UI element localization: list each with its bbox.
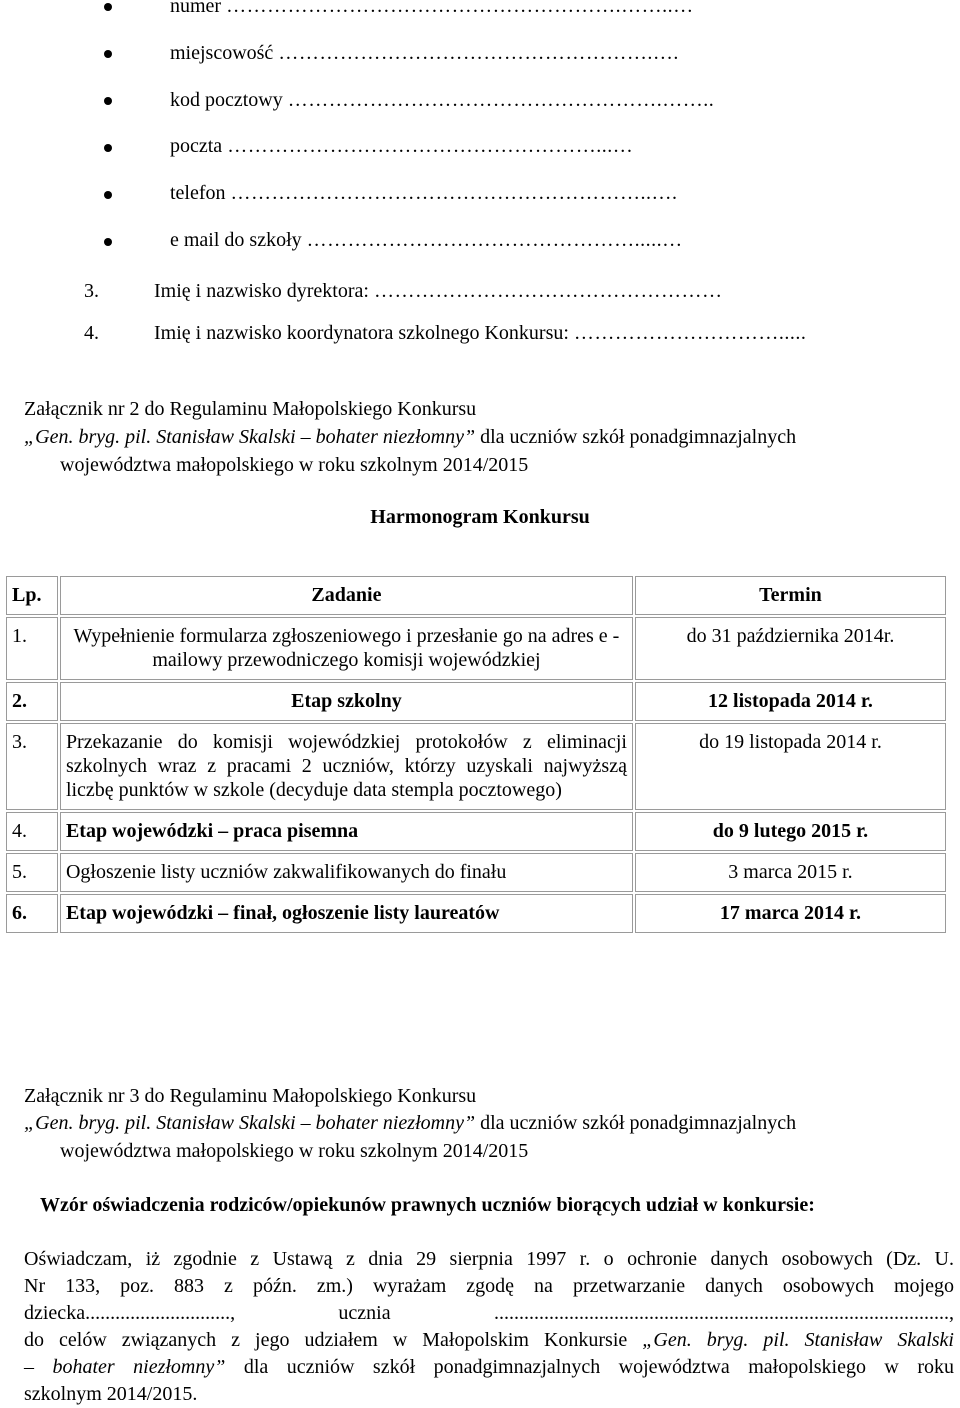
row-term: do 31 października 2014r. (635, 617, 946, 680)
declaration-line: Nr 133, poz. 883 z późn. zm.) wyrażam zgodę na przetwarzanie danych osobowych mojego (24, 1275, 954, 1297)
bullet-icon (104, 3, 112, 11)
list-item: e mail do szkoły ………………………………………….....… (170, 229, 683, 251)
list-item: telefon ……………………………………………………..…. (170, 182, 678, 204)
numbered-item: 3. Imię i nazwisko dyrektora: …………………………………………… (84, 280, 723, 302)
table-row (6, 617, 946, 680)
header-task: Zadanie (60, 576, 633, 615)
table-row (6, 812, 946, 851)
row-term: 17 marca 2014 r. (635, 894, 946, 933)
declaration-line: Oświadczam, iż zgodnie z Ustawą z dnia 29 sierpnia 1997 r. o ochronie danych osobowych (Dz. U. (24, 1248, 954, 1270)
row-term: 12 listopada 2014 r. (635, 682, 946, 721)
bullet-icon (104, 144, 112, 152)
row-task: Przekazanie do komisji wojewódzkiej protokołów z eliminacji szkolnych wraz z pracami 2 uczniów, którzy uzyskali najwyższą liczbę punktów w szkole (decyduje data stempla pocztowego) (60, 723, 633, 810)
declaration-line: dziecka............................., ucznia ..........................................................................................., (24, 1302, 954, 1324)
annex-2-heading: Załącznik nr 2 do Regulaminu Małopolskiego Konkursu (24, 398, 477, 420)
row-task: Etap szkolny (60, 682, 633, 721)
bullet-icon (104, 97, 112, 105)
bullet-icon (104, 238, 112, 246)
table-row (6, 894, 946, 933)
table-row (6, 853, 946, 892)
header-lp: Lp. (6, 576, 58, 615)
annex-2-contest-name: „Gen. bryg. pil. Stanisław Skalski – bohater niezłomny” dla uczniów szkół ponadgimnazjalnych (24, 426, 797, 448)
row-lp: 3. (6, 723, 58, 810)
declaration-line: – bohater niezłomny” dla uczniów szkół ponadgimnazjalnych województwa małopolskiego w roku (24, 1356, 954, 1378)
annex-3-heading: Załącznik nr 3 do Regulaminu Małopolskiego Konkursu (24, 1085, 477, 1107)
row-term: do 19 listopada 2014 r. (635, 723, 946, 810)
row-term: do 9 lutego 2015 r. (635, 812, 946, 851)
header-term: Termin (635, 576, 946, 615)
row-lp: 1. (6, 617, 58, 680)
list-item: miejscowość ……………………………………………….…. (170, 42, 679, 64)
bullet-icon (104, 191, 112, 199)
list-item: numer ………………………………………………….……..… (170, 0, 694, 17)
list-item: kod pocztowy ……………………………………………….…….. (170, 89, 715, 111)
annex-3-contest-name: „Gen. bryg. pil. Stanisław Skalski – bohater niezłomny” dla uczniów szkół ponadgimnazjalnych (24, 1112, 797, 1134)
row-lp: 5. (6, 853, 58, 892)
list-item: poczta ………………………………………………...… (170, 135, 634, 157)
row-task: Etap wojewódzki – praca pisemna (60, 812, 633, 851)
declaration-line: szkolnym 2014/2015. (24, 1383, 198, 1405)
schedule-title: Harmonogram Konkursu (370, 506, 590, 528)
table-header-row (6, 576, 946, 615)
row-task: Ogłoszenie listy uczniów zakwalifikowanych do finału (60, 853, 633, 892)
row-task: Etap wojewódzki – finał, ogłoszenie listy laureatów (60, 894, 633, 933)
table-row (6, 682, 946, 721)
row-lp: 2. (6, 682, 58, 721)
row-term: 3 marca 2015 r. (635, 853, 946, 892)
declaration-line: do celów związanych z jego udziałem w Małopolskim Konkursie „Gen. bryg. pil. Stanisław Skalski (24, 1329, 954, 1351)
row-lp: 6. (6, 894, 58, 933)
annex-2-region: województwa małopolskiego w roku szkolnym 2014/2015 (60, 454, 529, 476)
bullet-icon (104, 50, 112, 58)
row-lp: 4. (6, 812, 58, 851)
schedule-table (4, 574, 948, 935)
annex-3-region: województwa małopolskiego w roku szkolnym 2014/2015 (60, 1140, 529, 1162)
declaration-title: Wzór oświadczenia rodziców/opiekunów prawnych uczniów biorących udział w konkursie: (40, 1194, 815, 1216)
table-row (6, 723, 946, 810)
numbered-item: 4. Imię i nazwisko koordynatora szkolnego Konkursu: …………………………..... (84, 322, 807, 344)
row-task: Wypełnienie formularza zgłoszeniowego i przesłanie go na adres e - mailowy przewodniczego komisji wojewódzkiej (60, 617, 633, 680)
